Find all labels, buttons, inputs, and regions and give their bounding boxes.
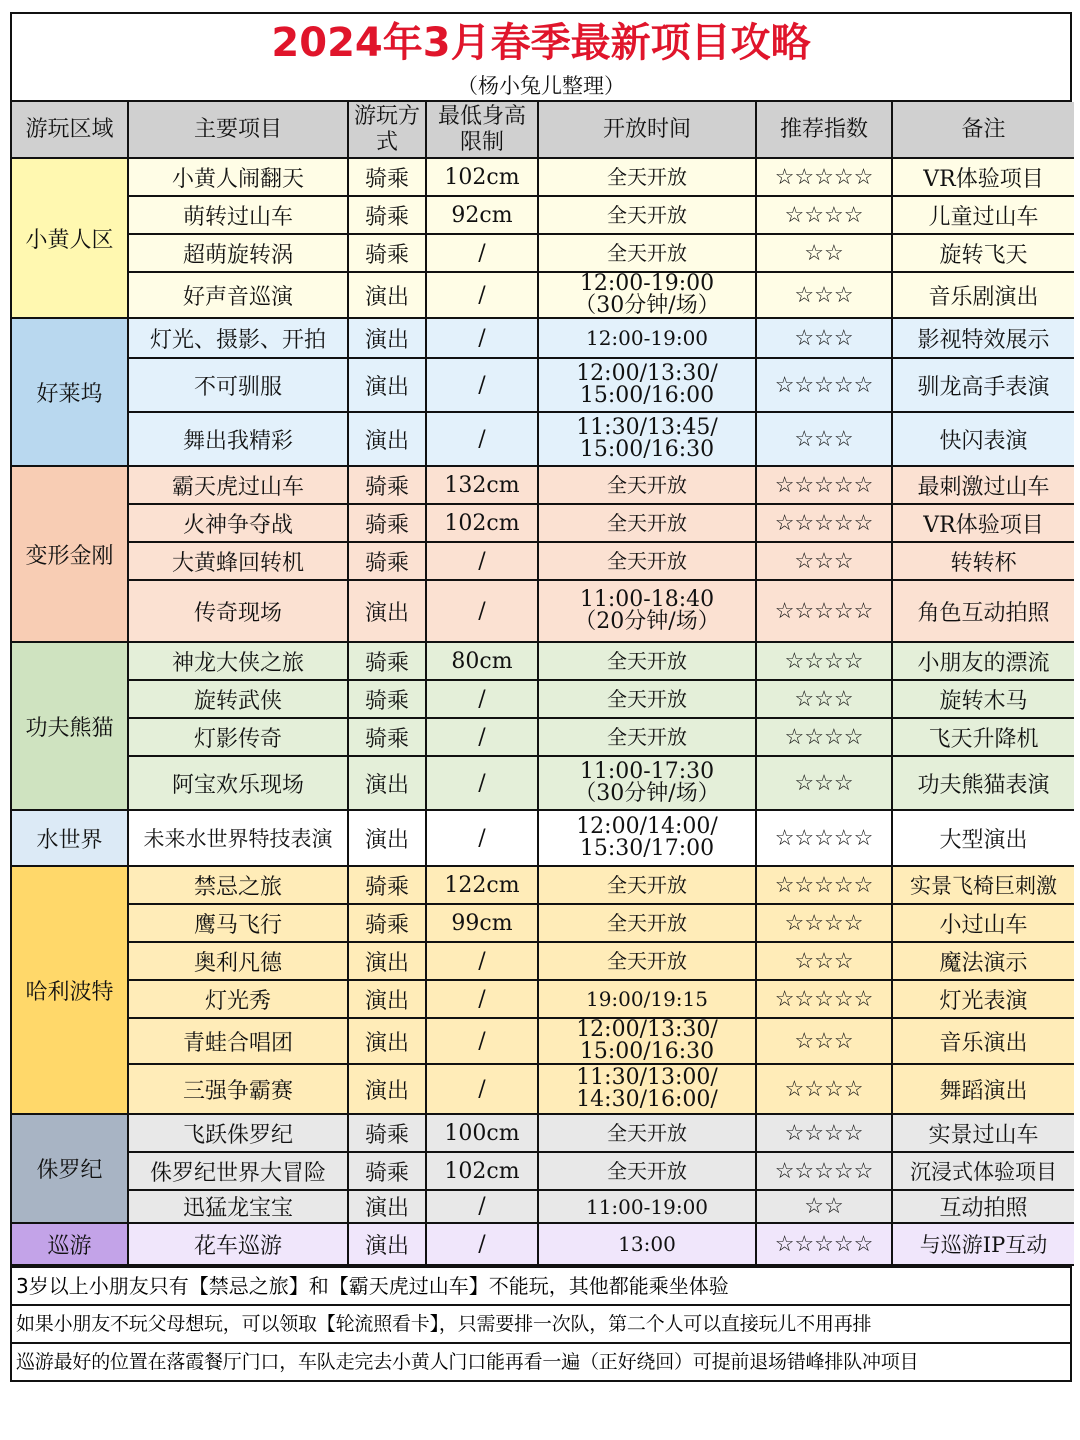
time-line: 全天开放 — [607, 1121, 687, 1145]
note-cell: 角色互动拍照 — [892, 580, 1074, 642]
time-line: 全天开放 — [607, 241, 687, 265]
time-line: （20分钟/场） — [574, 609, 720, 634]
project-cell: 萌转过山车 — [128, 196, 348, 234]
rating-stars: ☆☆☆ — [756, 318, 892, 358]
table-row — [12, 866, 1074, 904]
note-cell: 飞天升降机 — [892, 718, 1074, 756]
time-line: （30分钟/场） — [574, 293, 720, 318]
project-cell: 火神争夺战 — [128, 504, 348, 542]
note-cell: 功夫熊猫表演 — [892, 756, 1074, 810]
rating-stars: ☆☆☆☆ — [756, 904, 892, 942]
rating-stars: ☆☆☆ — [756, 756, 892, 810]
zone-cell: 哈利波特 — [12, 866, 128, 1114]
rating-stars: ☆☆☆☆ — [756, 196, 892, 234]
zone-cell: 水世界 — [12, 810, 128, 866]
mode-cell: 演出 — [348, 412, 426, 466]
rating-stars: ☆☆☆ — [756, 542, 892, 580]
note-cell: 舞蹈演出 — [892, 1064, 1074, 1114]
rating-stars: ☆☆☆☆ — [756, 1114, 892, 1152]
zone-cell: 功夫熊猫 — [12, 642, 128, 810]
height-cell: 100cm — [426, 1114, 538, 1152]
mode-cell: 演出 — [348, 810, 426, 866]
rating-stars: ☆☆ — [756, 1190, 892, 1223]
mode-cell: 骑乘 — [348, 642, 426, 680]
mode-cell: 骑乘 — [348, 718, 426, 756]
table-body — [12, 158, 1074, 1265]
project-cell: 未来水世界特技表演 — [128, 810, 348, 866]
note-cell: 旋转飞天 — [892, 234, 1074, 272]
table-row — [12, 504, 1074, 542]
height-cell: / — [426, 542, 538, 580]
mode-cell: 骑乘 — [348, 680, 426, 718]
time-cell — [538, 904, 756, 942]
height-cell: / — [426, 234, 538, 272]
time-cell — [538, 358, 756, 412]
mode-cell: 演出 — [348, 1223, 426, 1265]
time-cell — [538, 756, 756, 810]
time-line: 全天开放 — [607, 911, 687, 935]
time-cell — [538, 718, 756, 756]
note-cell: VR体验项目 — [892, 504, 1074, 542]
table-row — [12, 158, 1074, 196]
project-cell: 霸天虎过山车 — [128, 466, 348, 504]
mode-cell: 演出 — [348, 1018, 426, 1064]
time-line: 全天开放 — [607, 473, 687, 497]
note-line-2: 如果小朋友不玩父母想玩，可以领取【轮流照看卡】，只需要排一次队，第二个人可以直接玩儿不用再排 — [12, 1306, 1070, 1344]
time-line: 全天开放 — [607, 873, 687, 897]
height-cell: 99cm — [426, 904, 538, 942]
zone-cell: 小黄人区 — [12, 158, 128, 318]
height-cell: / — [426, 810, 538, 866]
note-cell: 音乐演出 — [892, 1018, 1074, 1064]
rating-stars: ☆☆☆☆☆ — [756, 580, 892, 642]
rating-stars: ☆☆☆☆☆ — [756, 866, 892, 904]
note-cell: 影视特效展示 — [892, 318, 1074, 358]
height-cell: / — [426, 272, 538, 318]
note-cell: 灯光表演 — [892, 980, 1074, 1018]
table-row — [12, 642, 1074, 680]
time-cell — [538, 158, 756, 196]
project-cell: 三强争霸赛 — [128, 1064, 348, 1114]
height-cell: / — [426, 718, 538, 756]
project-cell: 飞跃侏罗纪 — [128, 1114, 348, 1152]
project-cell: 青蛙合唱团 — [128, 1018, 348, 1064]
time-line: 12:00/13:30/ — [576, 1018, 718, 1042]
mode-cell: 骑乘 — [348, 158, 426, 196]
time-line: 全天开放 — [607, 549, 687, 573]
height-cell: 132cm — [426, 466, 538, 504]
time-line: 11:00-19:00 — [585, 1194, 709, 1219]
time-line: 11:30/13:00/ — [576, 1065, 718, 1090]
table-row — [12, 542, 1074, 580]
note-cell: 旋转木马 — [892, 680, 1074, 718]
project-cell: 侏罗纪世界大冒险 — [128, 1152, 348, 1190]
time-line: 12:00/13:30/ — [576, 361, 718, 386]
height-cell: / — [426, 412, 538, 466]
time-cell — [538, 580, 756, 642]
height-cell: / — [426, 580, 538, 642]
note-cell: 实景飞椅巨刺激 — [892, 866, 1074, 904]
time-line: 全天开放 — [607, 949, 687, 973]
table-row — [12, 1223, 1074, 1265]
note-cell: 小朋友的漂流 — [892, 642, 1074, 680]
time-line: 全天开放 — [607, 511, 687, 535]
note-cell: 互动拍照 — [892, 1190, 1074, 1223]
height-cell: / — [426, 1018, 538, 1064]
time-line: 全天开放 — [607, 687, 687, 711]
height-cell: / — [426, 980, 538, 1018]
mode-cell: 演出 — [348, 272, 426, 318]
project-cell: 小黄人闹翻天 — [128, 158, 348, 196]
project-cell: 好声音巡演 — [128, 272, 348, 318]
note-cell: 音乐剧演出 — [892, 272, 1074, 318]
project-cell: 灯光、摄影、开拍 — [128, 318, 348, 358]
note-cell: 魔法演示 — [892, 942, 1074, 980]
rating-stars: ☆☆☆☆☆ — [756, 358, 892, 412]
time-cell — [538, 234, 756, 272]
rating-stars: ☆☆☆☆☆ — [756, 1223, 892, 1265]
height-cell: 102cm — [426, 504, 538, 542]
time-line: 19:00/19:15 — [585, 987, 708, 1011]
project-cell: 灯光秀 — [128, 980, 348, 1018]
mode-cell: 骑乘 — [348, 234, 426, 272]
time-line: 全天开放 — [607, 649, 687, 673]
height-cell: / — [426, 680, 538, 718]
header-row — [12, 102, 1074, 158]
height-cell: / — [426, 1223, 538, 1265]
project-cell: 奥利凡德 — [128, 942, 348, 980]
mode-cell: 骑乘 — [348, 1114, 426, 1152]
time-cell — [538, 1018, 756, 1064]
table-row — [12, 756, 1074, 810]
table-row — [12, 810, 1074, 866]
time-cell — [538, 642, 756, 680]
page-title: 2024年3月春季最新项目攻略 — [271, 20, 811, 66]
rating-stars: ☆☆☆☆☆ — [756, 466, 892, 504]
table-row — [12, 318, 1074, 358]
mode-cell: 演出 — [348, 580, 426, 642]
time-cell — [538, 1190, 756, 1223]
project-cell: 鹰马飞行 — [128, 904, 348, 942]
project-cell: 阿宝欢乐现场 — [128, 756, 348, 810]
time-cell — [538, 1114, 756, 1152]
mode-cell: 骑乘 — [348, 542, 426, 580]
time-line: 15:00/16:30 — [579, 437, 715, 462]
column-header-height: 最低身高限制 — [426, 102, 538, 158]
mode-cell: 骑乘 — [348, 466, 426, 504]
note-cell: 小过山车 — [892, 904, 1074, 942]
column-header-project: 主要项目 — [128, 102, 348, 158]
time-line: 全天开放 — [607, 165, 687, 189]
time-cell — [538, 196, 756, 234]
time-line: 12:00/14:00/ — [576, 814, 718, 839]
table-row — [12, 1152, 1074, 1190]
table-row — [12, 196, 1074, 234]
project-cell: 舞出我精彩 — [128, 412, 348, 466]
mode-cell: 骑乘 — [348, 1152, 426, 1190]
rating-stars: ☆☆☆☆☆ — [756, 158, 892, 196]
time-cell — [538, 980, 756, 1018]
project-table — [12, 102, 1074, 1266]
mode-cell: 骑乘 — [348, 504, 426, 542]
time-cell — [538, 542, 756, 580]
time-cell — [538, 680, 756, 718]
height-cell: / — [426, 1064, 538, 1114]
note-cell: 与巡游IP互动 — [892, 1223, 1074, 1265]
time-line: 全天开放 — [607, 203, 687, 227]
project-cell: 传奇现场 — [128, 580, 348, 642]
column-header-time: 开放时间 — [538, 102, 756, 158]
mode-cell: 演出 — [348, 358, 426, 412]
project-cell: 超萌旋转涡 — [128, 234, 348, 272]
note-cell: 转转杯 — [892, 542, 1074, 580]
table-row — [12, 904, 1074, 942]
note-line-3: 巡游最好的位置在落霞餐厅门口，车队走完去小黄人门口能再看一遍（正好绕回）可提前退场错峰排队冲项目 — [16, 1351, 919, 1373]
time-line: 12:00-19:00 — [585, 326, 709, 350]
rating-stars: ☆☆☆☆☆ — [756, 980, 892, 1018]
table-row — [12, 358, 1074, 412]
note-cell: 儿童过山车 — [892, 196, 1074, 234]
note-cell: 快闪表演 — [892, 412, 1074, 466]
time-line: 12:00-19:00 — [579, 272, 715, 296]
rating-stars: ☆☆☆ — [756, 272, 892, 318]
rating-stars: ☆☆☆ — [756, 412, 892, 466]
table-row — [12, 272, 1074, 318]
time-line: 11:00-17:30 — [579, 759, 715, 784]
mode-cell: 骑乘 — [348, 904, 426, 942]
time-line: 全天开放 — [607, 1159, 687, 1183]
table-row — [12, 942, 1074, 980]
note-cell: 大型演出 — [892, 810, 1074, 866]
table-row — [12, 1190, 1074, 1223]
time-cell — [538, 504, 756, 542]
height-cell: 102cm — [426, 1152, 538, 1190]
rating-stars: ☆☆☆ — [756, 680, 892, 718]
time-cell — [538, 412, 756, 466]
time-cell — [538, 318, 756, 358]
mode-cell: 演出 — [348, 1190, 426, 1223]
mode-cell: 骑乘 — [348, 866, 426, 904]
column-header-note: 备注 — [892, 102, 1074, 158]
project-cell: 花车巡游 — [128, 1223, 348, 1265]
project-cell: 不可驯服 — [128, 358, 348, 412]
rating-stars: ☆☆ — [756, 234, 892, 272]
time-line: 14:30/16:00/ — [576, 1087, 718, 1112]
time-line: 13:00 — [618, 1232, 676, 1256]
project-cell: 迅猛龙宝宝 — [128, 1190, 348, 1223]
time-cell — [538, 1152, 756, 1190]
table-row — [12, 1018, 1074, 1064]
project-cell: 大黄蜂回转机 — [128, 542, 348, 580]
project-cell: 神龙大侠之旅 — [128, 642, 348, 680]
rating-stars: ☆☆☆ — [756, 1018, 892, 1064]
table-row — [12, 680, 1074, 718]
note-cell: 沉浸式体验项目 — [892, 1152, 1074, 1190]
time-line: 全天开放 — [607, 725, 687, 749]
height-cell: / — [426, 358, 538, 412]
rating-stars: ☆☆☆☆ — [756, 1064, 892, 1114]
mode-cell: 演出 — [348, 756, 426, 810]
table-row — [12, 1114, 1074, 1152]
mode-cell: 演出 — [348, 942, 426, 980]
height-cell: 92cm — [426, 196, 538, 234]
note-cell: 实景过山车 — [892, 1114, 1074, 1152]
column-header-zone: 游玩区域 — [12, 102, 128, 158]
mode-cell: 演出 — [348, 318, 426, 358]
note-cell: VR体验项目 — [892, 158, 1074, 196]
height-cell: / — [426, 756, 538, 810]
project-cell: 灯影传奇 — [128, 718, 348, 756]
rating-stars: ☆☆☆☆☆ — [756, 810, 892, 866]
table-row — [12, 234, 1074, 272]
column-header-mode: 游玩方式 — [348, 102, 426, 158]
height-cell: 102cm — [426, 158, 538, 196]
time-cell — [538, 810, 756, 866]
project-cell: 旋转武侠 — [128, 680, 348, 718]
page-subtitle: （杨小兔儿整理） — [12, 72, 1070, 102]
guide-sheet — [10, 12, 1072, 1382]
height-cell: 80cm — [426, 642, 538, 680]
time-line: （30分钟/场） — [574, 781, 720, 806]
table-row — [12, 980, 1074, 1018]
time-cell — [538, 1064, 756, 1114]
table-row — [12, 580, 1074, 642]
column-header-rating: 推荐指数 — [756, 102, 892, 158]
mode-cell: 演出 — [348, 980, 426, 1018]
time-cell — [538, 466, 756, 504]
time-line: 11:00-18:40 — [579, 587, 715, 612]
height-cell: 122cm — [426, 866, 538, 904]
zone-cell: 侏罗纪 — [12, 1114, 128, 1223]
time-cell — [538, 272, 756, 318]
time-line: 11:30/13:45/ — [576, 415, 718, 440]
rating-stars: ☆☆☆☆☆ — [756, 1152, 892, 1190]
table-row — [12, 412, 1074, 466]
rating-stars: ☆☆☆☆ — [756, 642, 892, 680]
zone-cell: 好莱坞 — [12, 318, 128, 466]
mode-cell: 骑乘 — [348, 196, 426, 234]
height-cell: / — [426, 1190, 538, 1223]
zone-cell: 巡游 — [12, 1223, 128, 1265]
note-cell: 驯龙高手表演 — [892, 358, 1074, 412]
time-cell — [538, 866, 756, 904]
time-line: 15:00/16:00 — [579, 383, 715, 408]
project-cell: 禁忌之旅 — [128, 866, 348, 904]
height-cell: / — [426, 942, 538, 980]
note-line-1: 3岁以上小朋友只有【禁忌之旅】和【霸天虎过山车】不能玩，其他都能乘坐体验 — [12, 1268, 1070, 1306]
time-line: 15:30/17:00 — [579, 836, 715, 861]
height-cell: / — [426, 318, 538, 358]
rating-stars: ☆☆☆ — [756, 942, 892, 980]
mode-cell: 演出 — [348, 1064, 426, 1114]
time-line: 15:00/16:30 — [579, 1039, 715, 1064]
table-row — [12, 718, 1074, 756]
table-row — [12, 1064, 1074, 1114]
note-cell: 最刺激过山车 — [892, 466, 1074, 504]
rating-stars: ☆☆☆☆☆ — [756, 504, 892, 542]
notes-section — [12, 1266, 1070, 1380]
zone-cell: 变形金刚 — [12, 466, 128, 642]
time-cell — [538, 1223, 756, 1265]
time-cell — [538, 942, 756, 980]
rating-stars: ☆☆☆☆ — [756, 718, 892, 756]
table-row — [12, 466, 1074, 504]
